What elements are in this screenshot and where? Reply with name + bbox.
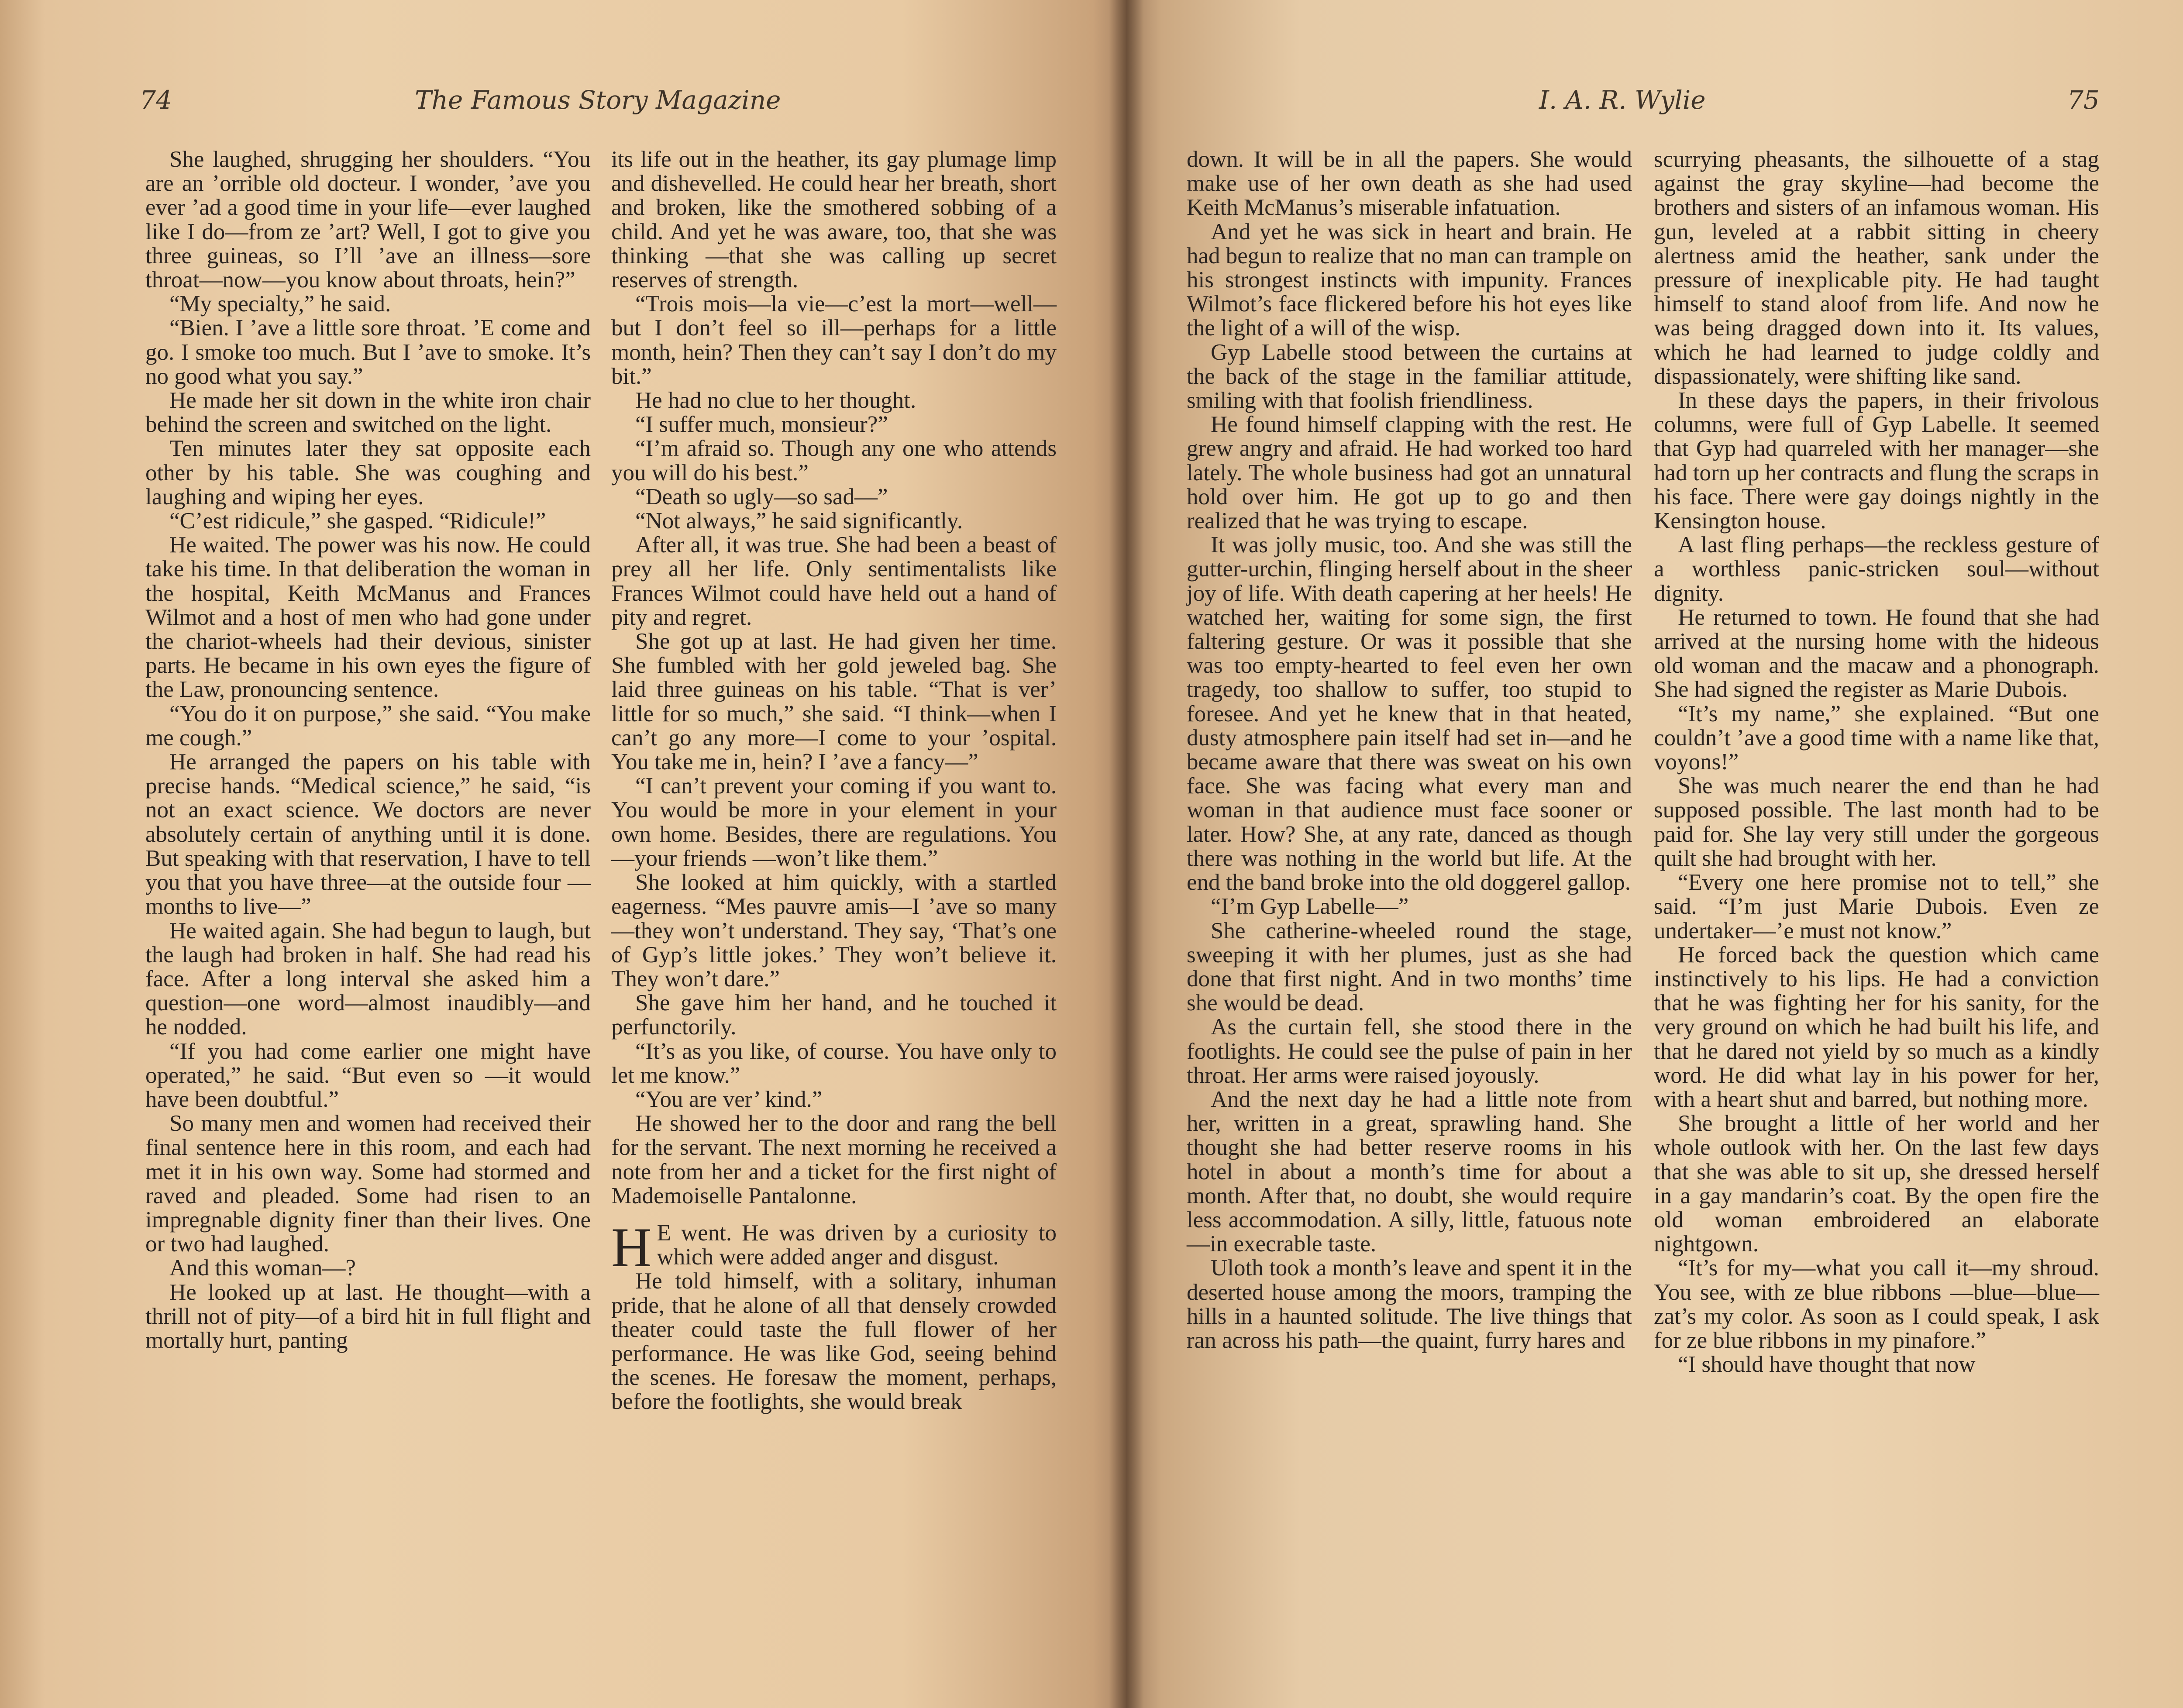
paragraph [611,1112,1057,1208]
paragraph [611,509,1057,533]
right-running-head: I. A. R. Wylie [1539,85,1706,115]
paragraph [145,316,591,389]
paragraph-text: He had no clue to her thought. [635,388,916,413]
paragraph [1187,148,1632,220]
paragraph-text: its life out in the heather, its gay plumage limp and dishevelled. He could hear her breath, short and broken, like the smothered sobbing of a child. And yet he was aware, too, that she was thinking —that she was calling up secret reserves of strength. [611,147,1057,293]
paragraph [145,919,591,1040]
paragraph [1654,871,2099,943]
paragraph-text: “You are ver’ kind.” [635,1086,823,1112]
paragraph [611,437,1057,485]
paragraph-text: He forced back the question which came instinctively to his lips. He had a conviction that he was fighting her for his sanity, for the very ground on which he had built his life, and that he dared not yield by so much as a kindly word. He did what lay in his power for her, with a heart shut and barred, but nothing more. [1654,942,2099,1112]
paragraph-text: She looked at him quickly, with a startled eagerness. “Mes pauvre amis—I ’ave so many—they won’t understand. They say, ‘That’s one of Gyp’s little jokes.’ They won’t believe it. They won’t dare.” [611,870,1057,992]
paragraph-text: “Bien. I ’ave a little sore throat. ’E come and go. I smoke too much. But I ’ave to smoke. It’s no good what you say.” [145,315,591,389]
paragraph [611,292,1057,389]
paragraph-text: She brought a little of her world and her whole outlook with her. On the last few days that she was able to sit up, she dressed herself in a gay mandarin’s coat. By the open fire the old woman embroidered an elaborate nightgown. [1654,1111,2099,1257]
paragraph-text: “You do it on purpose,” she said. “You make me cough.” [145,701,591,751]
paragraph-text: It was jolly music, too. And she was still the gutter-urchin, flinging herself about in the sheer joy of life. With death capering at her heels! He watched her, waiting for some sign, the first faltering gesture. Or was it possible that she was too empty-hearted to feel even her own tragedy, too shallow to suffer, too stupid to foresee. And yet he knew that in that heated, dusty atmosphere pain itself had set in—and he became aware that there was sweat on his own face. She was facing what every man and woman in that audience must face sooner or later. How? She, at any rate, danced as though there was nothing in the world but life. At the end the band broke into the old doggerel gallop. [1187,532,1632,895]
paragraph [1654,389,2099,533]
paragraph [145,292,591,316]
paragraph [145,148,591,292]
paragraph [611,413,1057,437]
paragraph-text: She got up at last. He had given her time. She fumbled with her gold jeweled bag. She laid three guineas on his table. “That is ver’ little for so much,” she said. “I think—when I can’t go any more—I come to your ’ospital. You take me in, hein? I ’ave a fancy—” [611,629,1057,775]
paragraph [611,533,1057,630]
paragraph [611,774,1057,871]
paragraph-text: He showed her to the door and rang the bell for the servant. The next morning he received a note from her and a ticket for the first night of Mademoiselle Pantalonne. [611,1111,1057,1209]
paragraph-text: He made her sit down in the white iron chair behind the screen and switched on the light. [145,388,591,437]
paragraph-text: “C’est ridicule,” she gasped. “Ridicule!” [169,508,546,534]
paragraph-text: And yet he was sick in heart and brain. He had begun to realize that no man can trample on his strongest instincts with impunity. Frances Wilmot’s face flickered before his hot eyes like the light of a will of the wisp. [1187,219,1632,341]
paragraph [611,630,1057,774]
paragraph-text: Gyp Labelle stood between the curtains at the back of the stage in the familiar attitude, smiling with that foolish friendliness. [1187,339,1632,413]
left-column-2 [611,148,1057,1414]
paragraph-text: He found himself clapping with the rest. He grew angry and afraid. He had worked too hard lately. The whole business had got an unnatural hold over him. He got up to go and then realized that he was trying to escape. [1187,412,1632,534]
paragraph [611,1269,1057,1414]
paragraph-text: As the curtain fell, she stood there in the footlights. He could see the pulse of pain in her throat. Her arms were raised joyously. [1187,1014,1632,1088]
right-page-number: 75 [2067,85,2100,115]
paragraph-text: Uloth took a month’s leave and spent it in the deserted house among the moors, tramping the hills in a haunted solitude. The live things that ran across his path—the quaint, furry hares and [1187,1255,1632,1353]
paragraph-text: “Every one here promise not to tell,” she said. “I’m just Marie Dubois. Even ze undertaker—’e must not know.” [1654,870,2099,944]
paragraph [145,1040,591,1112]
paragraph [145,533,591,702]
drop-cap: H [611,1216,652,1278]
paragraph-text: “I’m afraid so. Though any one who attends you will do his best.” [611,436,1057,486]
paragraph-text: After all, it was true. She had been a beast of prey all her life. Only sentimentalists like Frances Wilmot could have held out a hand of pity and regret. [611,532,1057,630]
paragraph [611,1216,1057,1278]
paragraph-text: “It’s my name,” she explained. “But one couldn’t ’ave a good time with a name like that, voyons!” [1654,701,2099,775]
paragraph [1187,413,1632,533]
paragraph-text: He arranged the papers on his table with precise hands. “Medical science,” he said, “is not an exact science. We doctors are never absolutely certain of anything until it is done. But speaking with that reservation, I have to tell you that you have three—at the outside four —months to live—” [145,749,591,919]
paragraph [1654,1112,2099,1256]
paragraph [1654,702,2099,775]
paragraph-text: He waited again. She had begun to laugh, but the laugh had broken in half. She had read his face. After a long interval she asked him a question—one word—almost inaudibly—and he nodded. [145,918,591,1040]
paragraph-text: In these days the papers, in their frivolous columns, were full of Gyp Labelle. It seemed that Gyp had quarreled with her manager—she had torn up her contracts and flung the scraps in his face. There were gay doings nightly in the Kensington house. [1654,388,2099,534]
paragraph [1187,341,1632,413]
paragraph [145,437,591,509]
paragraph-text: And this woman—? [169,1255,356,1281]
paragraph-text: down. It will be in all the papers. She would make use of her own death as she had used Keith McManus’s miserable infatuation. [1187,147,1632,220]
paragraph-text: “If you had come earlier one might have operated,” he said. “But even so —it would have been doubtful.” [145,1038,591,1112]
paragraph [611,1088,1057,1112]
paragraph [1654,774,2099,871]
paragraph [1654,943,2099,1112]
paragraph [145,1256,591,1280]
right-column-1 [1187,148,1632,1353]
left-running-head: The Famous Story Magazine [415,85,781,115]
paragraph-text: Ten minutes later they sat opposite each other by his table. She was coughing and laughing and wiping her eyes. [145,436,591,510]
paragraph [611,1040,1057,1088]
paragraph-text: She was much nearer the end than he had supposed possible. The last month had to be paid for. She lay very still under the gorgeous quilt she had brought with her. [1654,773,2099,871]
paragraph [1187,919,1632,1016]
right-page [1126,0,2183,1708]
paragraph-text: So many men and women had received their final sentence here in this room, and each had met it in his own way. Some had stormed and raved and pleaded. Some had risen to an impregnable dignity finer than their lives. One or two had laughed. [145,1111,591,1257]
left-page-number: 74 [140,85,172,115]
paragraph-text: He looked up at last. He thought—with a thrill not of pity—of a bird hit in full flight and mortally hurt, panting [145,1279,591,1353]
paragraph [611,389,1057,413]
paragraph-text: And the next day he had a little note from her, written in a great, sprawling hand. She thought she had better reserve rooms in his hotel in about a month’s time for about a month. After that, no doubt, she would require less accommodation. A silly, little, fatuous note—in execrable taste. [1187,1086,1632,1257]
paragraph [145,1112,591,1256]
left-column-1 [145,148,591,1353]
paragraph [145,702,591,750]
paragraph [1654,606,2099,702]
paragraph-text: She gave him her hand, and he touched it perfunctorily. [611,990,1057,1040]
paragraph [611,991,1057,1039]
paragraph [1654,533,2099,606]
book-gutter [1109,0,1144,1708]
paragraph-text: “I can’t prevent your coming if you want to. You would be more in your element in your own home. Besides, there are regulations. You—your friends —won’t like them.” [611,773,1057,871]
paragraph [145,389,591,437]
paragraph-text: E went. He was driven by a curiosity to which were added anger and disgust. [657,1220,1057,1270]
paragraph [1654,148,2099,389]
paragraph [145,1281,591,1353]
paragraph-text: She laughed, shrugging her shoulders. “You are an ’orrible old docteur. I wonder, ’ave you ever ’ad a good time in your life—ever laughed like I do—from ze ’art? Well, I got to give you three guineas, so I’ll ’ave an illness—sore throat—now—you know about throats, hein?” [145,147,591,293]
paragraph-text: “Not always,” he said significantly. [635,508,963,534]
paragraph-text: scurrying pheasants, the silhouette of a stag against the gray skyline—had become the brothers and sisters of an infamous woman. His gun, leveled at a rabbit sitting in cheery alertness amid the heather, sank under the pressure of inexplicable pity. He had taught himself to stand aloof from life. And now he was being dragged down into it. Its values, which he had learned to judge coldly and dispassionately, were shifting like sand. [1654,147,2099,389]
paragraph-text: She catherine-wheeled round the stage, sweeping it with her plumes, just as she had done that first night. And in two months’ time she would be dead. [1187,918,1632,1016]
paragraph-text: “It’s as you like, of course. You have only to let me know.” [611,1038,1057,1088]
right-column-2 [1654,148,2099,1377]
paragraph-text: “I’m Gyp Labelle—” [1211,894,1409,919]
paragraph [1187,1015,1632,1088]
paragraph [1187,220,1632,341]
paragraph-text: He told himself, with a solitary, inhuman pride, that he alone of all that densely crowded theater could taste the full flower of her performance. He was like God, seeing behind the scenes. He foresaw the moment, perhaps, before the footlights, she would break [611,1268,1057,1415]
paragraph [1187,895,1632,919]
paragraph [145,750,591,919]
paragraph-text: A last fling perhaps—the reckless gesture of a worthless panic-stricken soul—without dignity. [1654,532,2099,606]
paragraph [611,148,1057,292]
paragraph-text: “I suffer much, monsieur?” [635,412,888,437]
paragraph [611,871,1057,991]
paragraph [611,485,1057,509]
paragraph [1187,1256,1632,1353]
paragraph-text: “It’s for my—what you call it—my shroud. You see, with ze blue ribbons —blue—blue—zat’s my color. As soon as I could speak, I ask for ze blue ribbons in my pinafore.” [1654,1255,2099,1353]
paragraph [1654,1353,2099,1377]
paragraph-text: “Death so ugly—so sad—” [635,484,888,510]
paragraph-text: “My specialty,” he said. [169,291,391,317]
paragraph-text: “I should have thought that now [1678,1352,1976,1377]
paragraph [1187,1088,1632,1256]
paragraph [1187,533,1632,895]
paragraph-text: “Trois mois—la vie—c’est la mort—well—but I don’t feel so ill—perhaps for a little month, hein? Then they can’t say I don’t do my bit.” [611,291,1057,389]
paragraph-text: He returned to town. He found that she had arrived at the nursing home with the hideous old woman and the macaw and a phonograph. She had signed the register as Marie Dubois. [1654,604,2099,702]
paragraph [1654,1256,2099,1353]
paragraph-text: He waited. The power was his now. He could take his time. In that deliberation the woman in the hospital, Keith McManus and Frances Wilmot and a host of men who had gone under the chariot-wheels had their devious, sinister parts. He became in his own eyes the figure of the Law, pronouncing sentence. [145,532,591,702]
paragraph [145,509,591,533]
